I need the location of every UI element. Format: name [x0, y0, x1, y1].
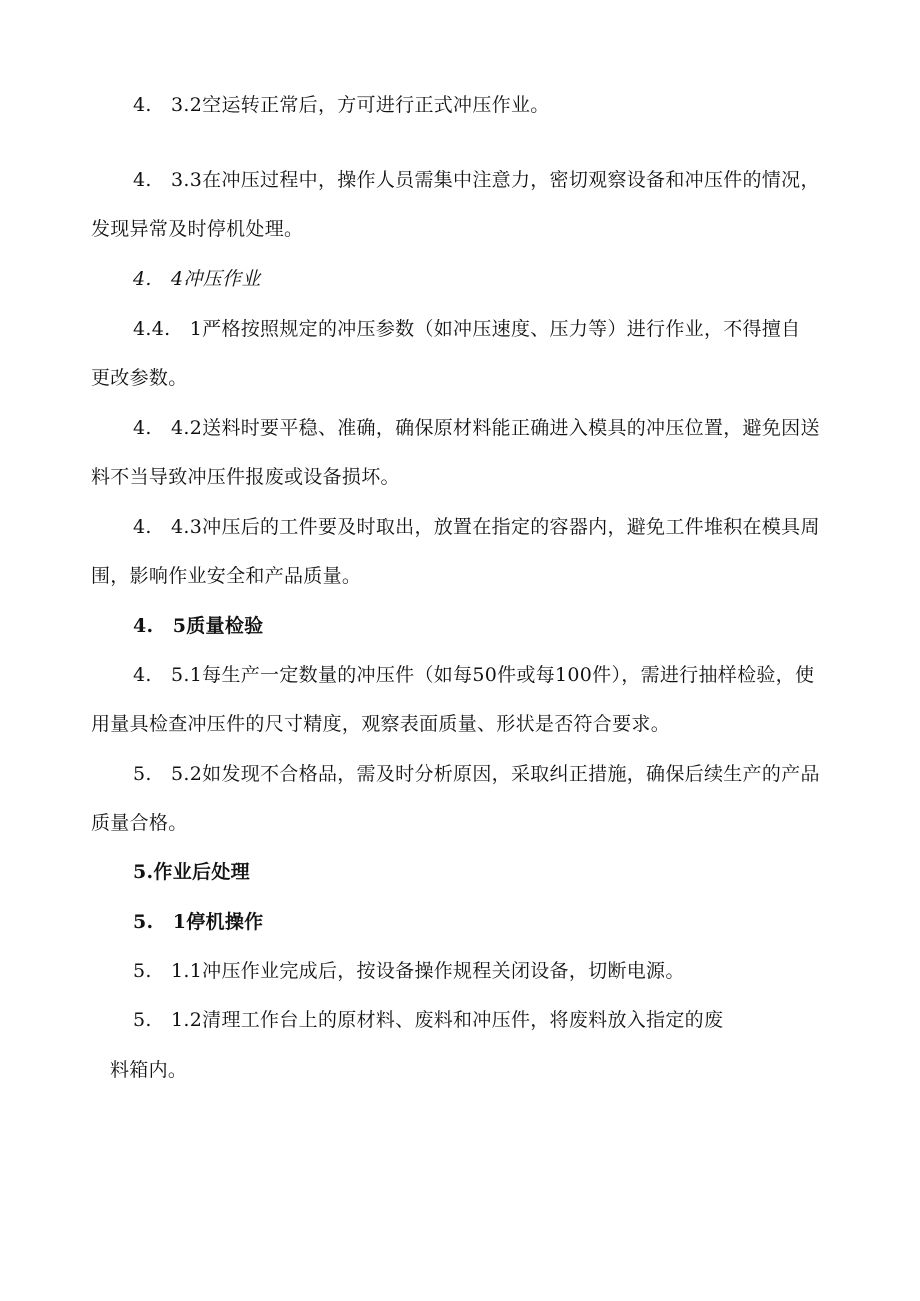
paragraph-5-1-2-line-1: 5. 1.2清理工作台上的原材料、废料和冲压件，将废料放入指定的废: [133, 1009, 724, 1031]
paragraph-4-4-1-line-1: 4.4. 1严格按照规定的冲压参数（如冲压速度、压力等）进行作业，不得擅自: [133, 318, 801, 340]
paragraph-4-3-3-line-1: 4. 3.3在冲压过程中，操作人员需集中注意力，密切观察设备和冲压件的情况，: [133, 169, 820, 191]
paragraph-4-4-1-line-2: 更改参数。: [91, 367, 188, 389]
paragraph-4-3-2: 4. 3.2空运转正常后，方可进行正式冲压作业。: [133, 94, 550, 116]
paragraph-4-5-1-line-2: 用量具检查冲压件的尺寸精度，观察表面质量、形状是否符合要求。: [91, 713, 671, 735]
section-heading-5-1: 5. 1停机操作: [133, 911, 264, 933]
paragraph-4-4-3-line-2: 围，影响作业安全和产品质量。: [91, 565, 362, 587]
paragraph-5-1-1: 5. 1.1冲压作业完成后，按设备操作规程关闭设备，切断电源。: [133, 960, 685, 982]
paragraph-5-1-2-line-2: 料箱内。: [110, 1059, 188, 1081]
paragraph-5-5-2-line-2: 质量合格。: [91, 812, 188, 834]
paragraph-4-3-3-line-2: 发现异常及时停机处理。: [91, 218, 304, 240]
paragraph-4-5-1-line-1: 4. 5.1每生产一定数量的冲压件（如每50件或每100件），需进行抽样检验，使: [133, 664, 815, 686]
section-heading-4-5: 4. 5质量检验: [133, 615, 264, 637]
section-heading-5: 5.作业后处理: [133, 861, 250, 883]
paragraph-5-5-2-line-1: 5. 5.2如发现不合格品，需及时分析原因，采取纠正措施，确保后续生产的产品: [133, 763, 820, 785]
paragraph-4-4-3-line-1: 4. 4.3冲压后的工件要及时取出，放置在指定的容器内，避免工件堆积在模具周: [133, 516, 820, 538]
paragraph-4-4-2-line-1: 4. 4.2送料时要平稳、准确，确保原材料能正确进入模具的冲压位置，避免因送: [133, 417, 820, 439]
paragraph-4-4-2-line-2: 料不当导致冲压件报废或设备损坏。: [91, 466, 400, 488]
section-heading-4-4: 4. 4冲压作业: [133, 268, 261, 290]
